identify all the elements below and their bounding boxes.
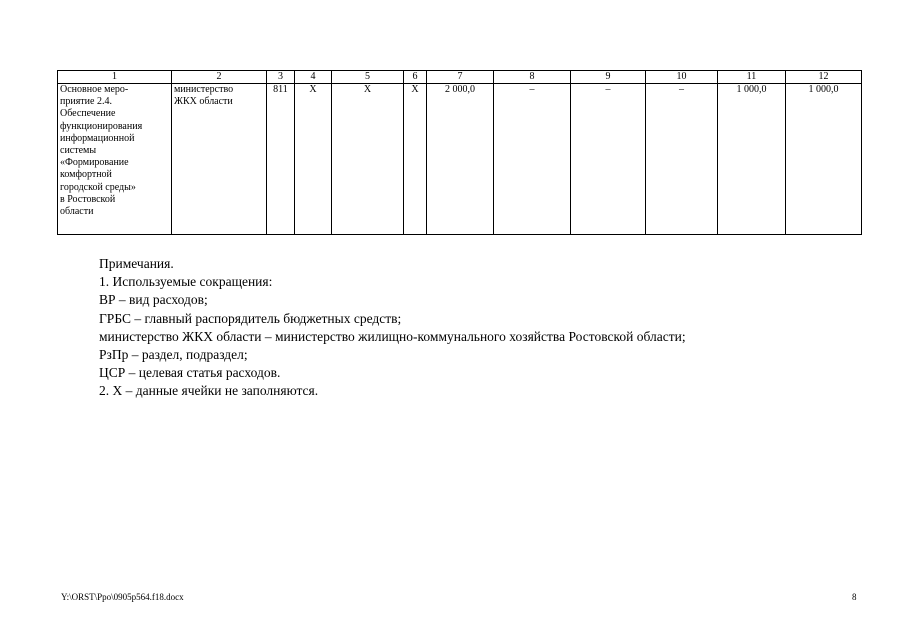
cell-col11: 1 000,0 (718, 84, 786, 235)
cell-col12: 1 000,0 (786, 84, 862, 235)
notes-title: Примечания. (99, 256, 174, 271)
column-header-3: 3 (267, 71, 295, 84)
cell-vr: Х (404, 84, 427, 235)
cell-rzpr: Х (295, 84, 332, 235)
note-line: ЦСР – целевая статья расходов. (99, 365, 281, 381)
note-line: 2. Х – данные ячейки не заполняются. (99, 383, 319, 399)
cell-executor: министерство ЖКХ области (172, 84, 267, 235)
table-header-row (58, 71, 862, 84)
cell-total: 2 000,0 (427, 84, 494, 235)
column-header-10: 10 (646, 71, 718, 84)
column-header-2: 2 (172, 71, 267, 84)
column-header-4: 4 (295, 71, 332, 84)
note-line: ВР – вид расходов; (99, 292, 208, 308)
budget-table (57, 70, 862, 235)
column-header-7: 7 (427, 71, 494, 84)
column-header-5: 5 (332, 71, 404, 84)
column-header-9: 9 (571, 71, 646, 84)
cell-grbs: 811 (267, 84, 295, 235)
cell-col10: – (646, 84, 718, 235)
cell-measure-name: Основное меро- приятие 2.4. Обеспечение функционирования информационной системы «Формирование комфортной городской среды» в Ростовской области (58, 84, 172, 235)
footer-file-path: Y:\ORST\Ppo\0905p564.f18.docx (61, 592, 184, 602)
column-header-6: 6 (404, 71, 427, 84)
column-header-12: 12 (786, 71, 862, 84)
column-header-11: 11 (718, 71, 786, 84)
note-line: 1. Используемые сокращения: (99, 274, 273, 290)
column-header-1: 1 (58, 71, 172, 84)
table-row (58, 84, 862, 235)
cell-csr: Х (332, 84, 404, 235)
note-line: министерство ЖКХ области – министерство жилищно-коммунального хозяйства Ростовской области; (99, 328, 686, 344)
note-line: РзПр – раздел, подраздел; (99, 347, 248, 363)
column-header-8: 8 (494, 71, 571, 84)
note-line: ГРБС – главный распорядитель бюджетных средств; (99, 310, 402, 326)
cell-col9: – (571, 84, 646, 235)
cell-col8: – (494, 84, 571, 235)
page-number: 8 (852, 592, 857, 602)
notes-section (99, 255, 686, 401)
